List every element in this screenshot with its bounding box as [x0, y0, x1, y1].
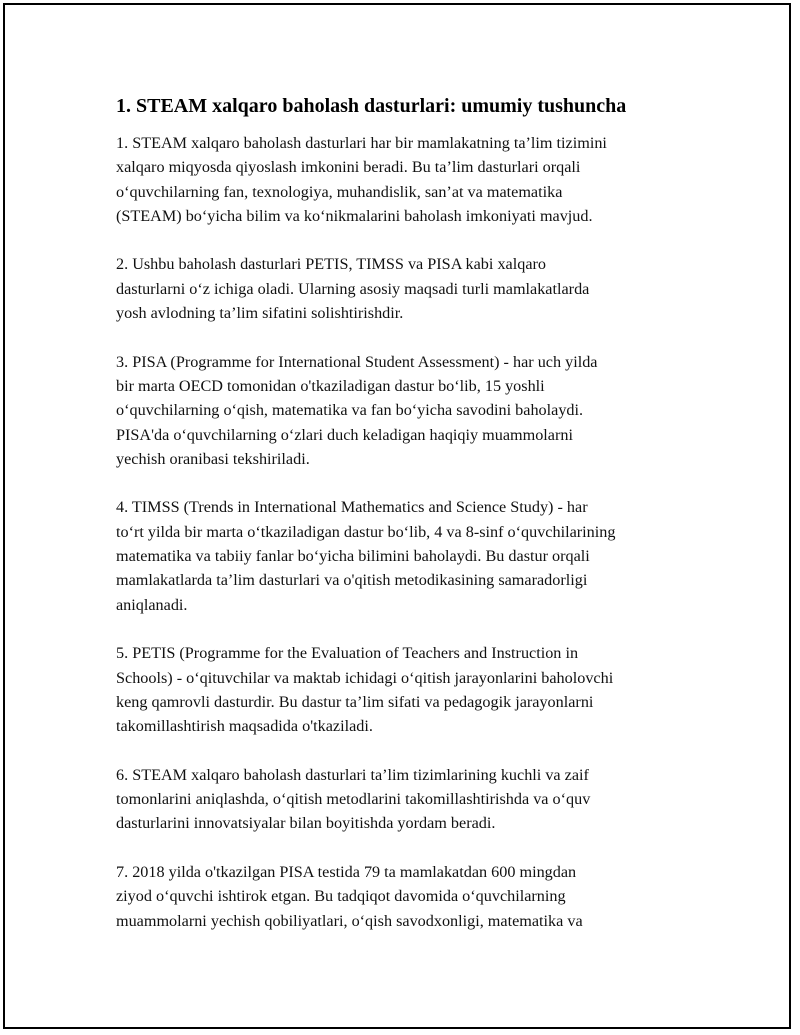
text-line: Schools) - o‘qituvchilar va maktab ichidagi o‘qitish jarayonlarini baholovchi [116, 668, 614, 687]
text-line: muammolarni yechish qobiliyatlari, o‘qish savodxonligi, matematika va [116, 911, 583, 930]
text-line: takomillashtirish maqsadida o'tkaziladi. [116, 717, 373, 736]
text-line: (STEAM) bo‘yicha bilim va ko‘nikmalarini baholash imkoniyati mavjud. [116, 206, 593, 225]
paragraph-4 [116, 495, 696, 616]
text-line: tomonlarini aniqlashda, o‘qitish metodlarini takomillashtirishda va o‘quv [116, 790, 591, 809]
text-line: yosh avlodning ta’lim sifatini solishtirishdir. [116, 304, 404, 323]
text-line: matematika va tabiiy fanlar bo‘yicha bilimini baholaydi. Bu dastur orqali [116, 547, 590, 566]
text-line: mamlakatlarda ta’lim dasturlari va o'qitish metodikasining samaradorligi [116, 571, 588, 590]
document-heading: 1. STEAM xalqaro baholash dasturlari: umumiy tushuncha [116, 95, 627, 117]
paragraph-7 [116, 860, 696, 933]
text-line: yechish oranibasi tekshiriladi. [116, 449, 310, 468]
text-line: 3. PISA (Programme for International Student Assessment) - har uch yilda [116, 352, 598, 371]
paragraph-1 [116, 131, 696, 228]
text-line: PISA'da o‘quvchilarning o‘zlari duch keladigan haqiqiy muammolarni [116, 425, 573, 444]
document-body [116, 94, 696, 957]
text-line: dasturlarni o‘z ichiga oladi. Ularning asosiy maqsadi turli mamlakatlarda [116, 279, 590, 298]
text-line: o‘quvchilarning o‘qish, matematika va fan bo‘yicha savodini baholaydi. [116, 401, 584, 420]
paragraph-5 [116, 641, 696, 738]
text-line: 7. 2018 yilda o'tkazilgan PISA testida 79 ta mamlakatdan 600 mingdan [116, 862, 577, 881]
text-line: 4. TIMSS (Trends in International Mathematics and Science Study) - har [116, 498, 588, 517]
paragraph-2 [116, 252, 696, 325]
text-line: 2. Ushbu baholash dasturlari PETIS, TIMSS va PISA kabi xalqaro [116, 255, 546, 274]
text-line: xalqaro miqyosda qiyoslash imkonini beradi. Bu ta’lim dasturlari orqali [116, 158, 581, 177]
paragraph-list [116, 131, 696, 933]
text-line: 5. PETIS (Programme for the Evaluation of Teachers and Instruction in [116, 644, 579, 663]
text-line: ziyod o‘quvchi ishtirok etgan. Bu tadqiqot davomida o‘quvchilarning [116, 887, 566, 906]
text-line: dasturlarini innovatsiyalar bilan boyitishda yordam beradi. [116, 814, 496, 833]
text-line: to‘rt yilda bir marta o‘tkaziladigan dastur bo‘lib, 4 va 8-sinf o‘quvchilarining [116, 522, 616, 541]
text-line: o‘quvchilarning fan, texnologiya, muhandislik, san’at va matematika [116, 182, 563, 201]
paragraph-3 [116, 350, 696, 471]
text-line: 6. STEAM xalqaro baholash dasturlari ta’lim tizimlarining kuchli va zaif [116, 765, 589, 784]
text-line: aniqlanadi. [116, 595, 188, 614]
text-line: 1. STEAM xalqaro baholash dasturlari har bir mamlakatning ta’lim tizimini [116, 134, 607, 152]
text-line: keng qamrovli dasturdir. Bu dastur ta’lim sifati va pedagogik jarayonlarni [116, 692, 594, 711]
text-line: bir marta OECD tomonidan o'tkaziladigan dastur bo‘lib, 15 yoshli [116, 376, 545, 395]
paragraph-6 [116, 763, 696, 836]
